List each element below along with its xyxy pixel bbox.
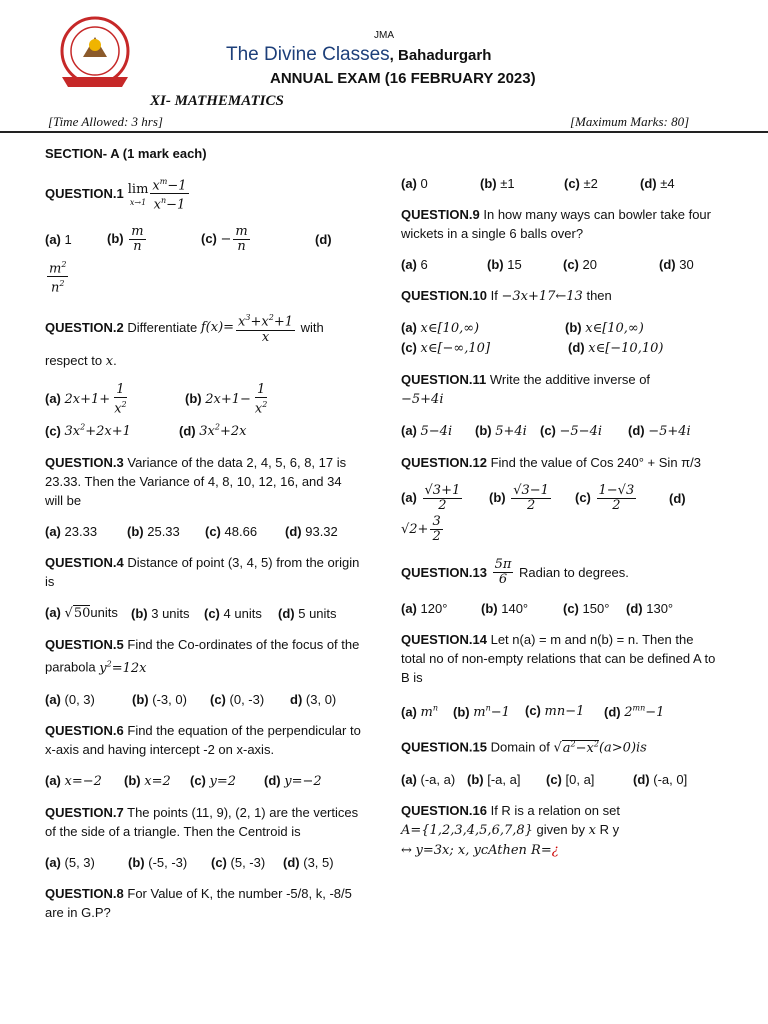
limit-expression: lim x→1 $\frac{x^m-1}{x^n-1}$ <box>127 177 187 213</box>
exam-title: ANNUAL EXAM (16 FEBRUARY 2023) <box>270 70 536 87</box>
question-2-options-ab: (a) 2x+1+ $\frac{1}{x^2}$ (b) 2x+1− $\frac{1}{x^2}$ <box>45 381 268 416</box>
question-5: QUESTION.5 Find the Co-ordinates of the focus of the parabola $y^2=12x$ <box>45 637 360 676</box>
time-allowed: [Time Allowed: 3 hrs] <box>48 114 163 129</box>
left-column <box>45 144 363 934</box>
institute-title: The Divine Classes <box>226 44 390 65</box>
section-heading: SECTION- A (1 mark each) <box>45 146 207 161</box>
institute-logo <box>50 15 140 95</box>
question-3: QUESTION.3 Variance of the data 2, 4, 5, 6, 8, 17 is 23.33. Then the Variance of 4, 8, 10, 12, 16, and 34 will be <box>45 455 347 509</box>
question-9: QUESTION.9 In how many ways can bowler take four wickets in a single 6 balls over? <box>401 207 711 241</box>
right-column <box>401 174 721 872</box>
question-label: QUESTION.1 <box>45 186 124 202</box>
question-6-options: (a) x=−2 (b) x=2 (c) y=2 (d) y=−2 <box>45 772 322 789</box>
question-4: QUESTION.4 Distance of point (3, 4, 5) from the origin is <box>45 555 360 590</box>
maximum-marks: [Maximum Marks: 80] <box>570 114 690 129</box>
question-7-options: (a) (5, 3) (b) (-5, -3) (c) (5, -3) (d) (3, 5) <box>45 854 334 870</box>
question-1 <box>45 175 363 213</box>
question-11: QUESTION.11 Write the additive inverse of −5+4i <box>401 372 651 407</box>
subject-title: XI- MATHEMATICS <box>150 93 284 109</box>
question-13-options: (a) 120° (b) 140° (c) 150° (d) 130° <box>401 601 674 616</box>
question-2-options-cd: (c) $3x^2+2x+1$ (d) $3x^2+2x$ <box>45 422 247 440</box>
institute-city: , Bahadurgarh <box>389 47 492 64</box>
question-12-options: (a) $\frac{√3+1}{2}$ (b) $\frac{√3-1}{2}$ (c) $\frac{1-√3}{2}$ (d) <box>401 483 686 513</box>
question-9-options: (a) 6 (b) 15 (c) 20 (d) 30 <box>401 257 694 272</box>
question-5-options: (a) (0, 3) (b) (-3, 0) (c) (0, -3) d) (3, 0) <box>45 691 337 707</box>
question-12: QUESTION.12 Find the value of Cos 240° + Sin π/3 <box>401 455 701 470</box>
option-d: (d) <box>315 231 332 247</box>
header-divider <box>0 131 768 133</box>
option-d-value: $\frac{m^2}{n^2}$ <box>49 259 67 296</box>
question-10-options-cd: (c) x∈[−∞,10] (d) x∈[−10,10) <box>401 340 664 356</box>
option-a: (a) 1 <box>45 231 72 247</box>
option-c: (c) − $\frac{m}{n}$ <box>201 223 248 254</box>
top-code: JMA <box>374 30 394 41</box>
question-16: QUESTION.16 If R is a relation on set A={1,2,3,4,5,6,7,8} given by x R y ↔ y=3x; x, ycAthen R=¿ <box>401 802 620 858</box>
question-10-options-ab: (a) x∈[10,∞) (b) x∈[10,∞) <box>401 320 644 336</box>
institute-name <box>226 44 491 66</box>
question-6: QUESTION.6 Find the equation of the perpendicular to x-axis and having intercept -2 on x-axis. <box>45 722 361 757</box>
question-12-option-d-value: √2+ $\frac{3}{2}$ <box>401 514 441 544</box>
question-14-options: (a) $m^n$ (b) $m^n-1$ (c) mn−1 (d) $2^{mn}-1$ <box>401 702 665 721</box>
question-2: QUESTION.2 Differentiate f(x)= $\frac{x^3+x^2+1}{x}$ with respect to x. <box>45 313 324 369</box>
question-7: QUESTION.7 The points (11, 9), (2, 1) are the vertices of the side of a triangle. Then the Centroid is <box>45 804 359 839</box>
question-15-options: (a) (-a, a) (b) [-a, a] (c) [0, a] (d) (-a, 0] <box>401 771 688 787</box>
question-11-options: (a) 5−4i (b) 5+4i (c) −5−4i (d) −5+4i <box>401 423 691 439</box>
question-8: QUESTION.8 For Value of K, the number -5/8, k, -8/5 are in G.P? <box>45 885 352 920</box>
question-1-options <box>45 225 363 254</box>
question-4-options: (a) √50units (b) 3 units (c) 4 units (d) 5 units <box>45 605 337 622</box>
question-13: QUESTION.13 $\frac{5\pi}{6}$ Radian to degrees. <box>401 557 629 587</box>
option-b: (b) $\frac{m}{n}$ <box>107 223 144 254</box>
question-15: QUESTION.15 Domain of $√a^2-x^2(a>0)is$ <box>401 739 647 756</box>
question-14: QUESTION.14 Let n(a) = m and n(b) = n. Then the total no of non-empty relations that can be defined A to B is <box>401 632 716 685</box>
question-8-options: (a) 0 (b) ±1 (c) ±2 (d) ±4 <box>401 176 675 191</box>
question-3-options: (a) 23.33 (b) 25.33 (c) 48.66 (d) 93.32 <box>45 524 338 540</box>
question-10: QUESTION.10 If −3x+17←13 then <box>401 288 612 304</box>
